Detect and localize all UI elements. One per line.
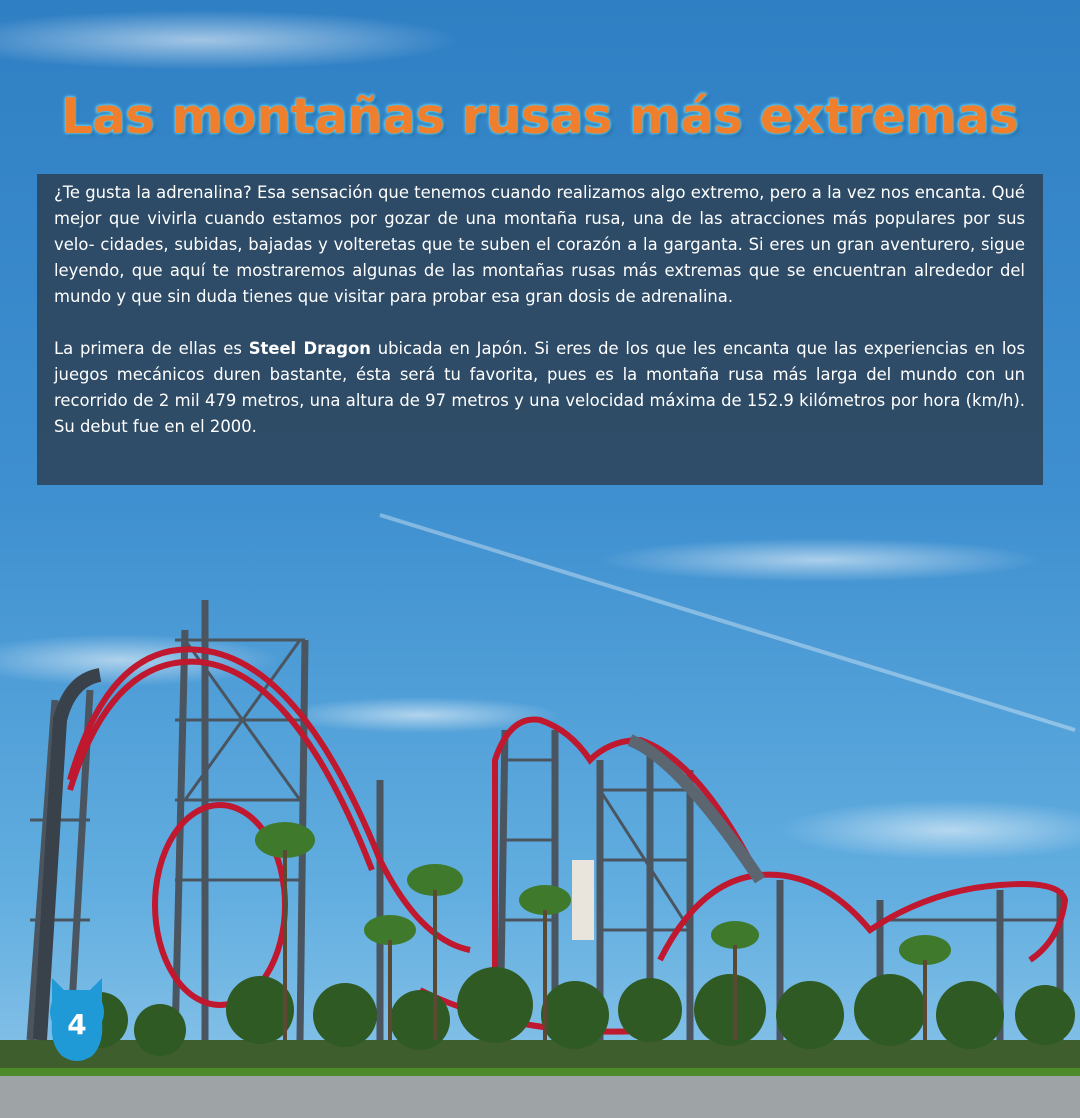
steel-dragon-paragraph: [54, 336, 1025, 440]
paragraph-text-end: ubicada en Japón. Si eres de los que les encanta que las experiencias en los juegos mecánicos duren bastante, ésta será tu favorita, pues es la montaña rusa más larga del mundo con un recorrido de 2 mil 479 metros, una altura de 97 metros y una velocidad máxima de 152.9 kilómetros por hora (km/h). Su debut fue en el 2000.: [54, 339, 1025, 436]
paragraph-text-start: La primera de ellas es: [54, 339, 249, 358]
intro-paragraph: ¿Te gusta la adrenalina? Esa sensación que tenemos cuando realizamos algo extremo, pero a la vez nos encanta. Qué mejor que vivirla cuando estamos por gozar de una montaña rusa, una de las atracciones más populares por sus velo- cidades, subidas, bajadas y volteretas que te suben el corazón a la garganta. Si eres un gran aventurero, sigue leyendo, que aquí te mostraremos algunas de las montañas rusas más extremas que se encuentran alrededor del mundo y que sin duda tienes que visitar para probar esa gran dosis de adrenalina.: [54, 183, 1025, 306]
steel-dragon-name: Steel Dragon: [248, 339, 371, 358]
article-text-box: [37, 174, 1043, 485]
page-number: 4: [67, 1008, 87, 1041]
page-title: Las montañas rusas más extremas: [61, 88, 1019, 145]
